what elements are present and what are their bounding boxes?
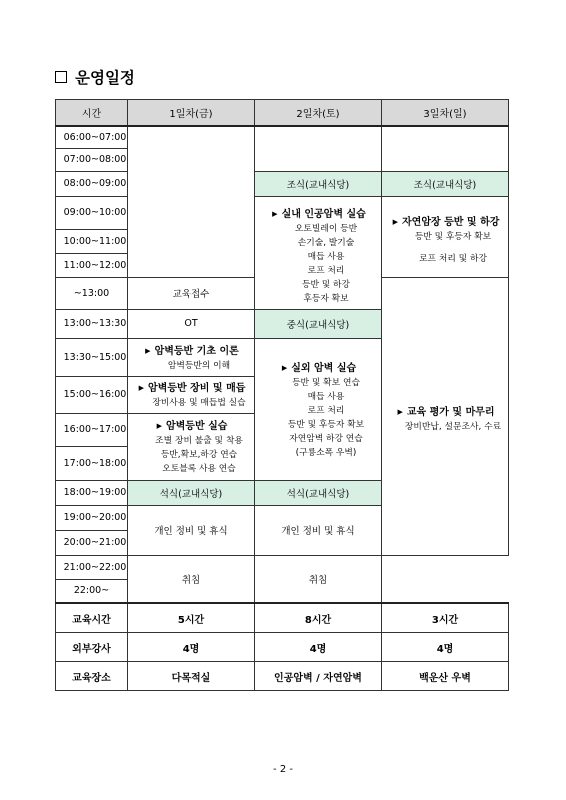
activity-detail: 조별 장비 불출 및 착용 <box>155 436 243 446</box>
time-cell: 09:00~10:00 <box>56 196 128 229</box>
activity-detail: 자연암벽 하강 연습 <box>289 433 363 444</box>
triangle-bullet-icon: ▶ <box>272 210 278 218</box>
triangle-bullet-icon: ▶ <box>145 346 151 355</box>
activity-detail: 로프 처리 <box>307 405 345 416</box>
day1-activity-practice <box>128 413 255 480</box>
triangle-bullet-icon: ▶ <box>156 422 162 430</box>
summary-row-hours <box>56 603 509 633</box>
header-day3: 3일차(일) <box>382 100 509 127</box>
activity-detail: 손기술, 발기술 <box>297 238 355 248</box>
time-cell: 10:00~11:00 <box>56 229 128 253</box>
activity-detail: 암벽등반의 이해 <box>167 360 231 371</box>
activity-detail: 후등자 확보 <box>303 294 349 304</box>
day1-rest: 개인 정비 및 휴식 <box>128 505 255 555</box>
header-time: 시간 <box>56 100 128 127</box>
section-title: 운영일정 <box>75 69 135 87</box>
activity-detail: 오토빌레이 등반 <box>294 224 358 234</box>
activity-title: 암벽등반 장비 및 매듭 <box>148 383 246 394</box>
page-number: - 2 - <box>273 764 293 775</box>
day2-dinner: 석식(교내식당) <box>255 480 382 505</box>
activity-title: 실외 암벽 실습 <box>291 362 357 374</box>
header-day2: 2일차(토) <box>255 100 382 127</box>
summary-day1: 다목적실 <box>128 662 255 691</box>
time-cell: 16:00~17:00 <box>56 413 128 446</box>
activity-detail: 장비반납, 설문조사, 수료 <box>404 422 502 432</box>
time-cell: 20:00~21:00 <box>56 530 128 555</box>
day2-sleep: 취침 <box>255 555 382 603</box>
activity-detail: 등반 및 후등자 확보 <box>287 419 365 430</box>
activity-detail: 로프 처리 및 하강 <box>419 254 487 264</box>
day3-activity-wrapup <box>382 277 509 555</box>
summary-label: 교육장소 <box>56 662 128 691</box>
activity-detail: 등반 및 확보 연습 <box>292 377 360 388</box>
time-cell: 18:00~19:00 <box>56 480 128 505</box>
table-header-row <box>56 100 509 127</box>
activity-detail: 등반 및 후등자 확보 <box>414 232 492 242</box>
section-heading <box>55 66 135 88</box>
schedule-table <box>55 99 509 691</box>
activity-detail: 로프 처리 <box>307 266 345 276</box>
triangle-bullet-icon: ▶ <box>392 218 398 226</box>
summary-label: 외부강사 <box>56 633 128 662</box>
day2-empty <box>255 126 382 171</box>
day2-activity-outdoor <box>255 338 382 480</box>
activity-detail: 오토블록 사용 연습 <box>162 464 236 474</box>
day1-ot: OT <box>128 309 255 338</box>
day1-sleep: 취침 <box>128 555 255 603</box>
activity-title: 실내 인공암벽 실습 <box>281 209 366 220</box>
day2-lunch: 중식(교내식당) <box>255 309 382 338</box>
time-cell: 06:00~07:00 <box>56 126 128 148</box>
summary-day3: 백운산 우벽 <box>382 662 509 691</box>
summary-day2: 인공암벽 / 자연암벽 <box>255 662 382 691</box>
time-cell: 07:00~08:00 <box>56 148 128 171</box>
day2-breakfast: 조식(교내식당) <box>255 171 382 196</box>
activity-detail: 등반 및 하강 <box>301 280 351 290</box>
time-cell: 21:00~22:00 <box>56 555 128 579</box>
summary-day1: 4명 <box>128 633 255 662</box>
day1-empty <box>128 126 255 277</box>
activity-title: 교육 평가 및 마무리 <box>406 407 495 418</box>
time-cell: 13:00~13:30 <box>56 309 128 338</box>
summary-row-instructors <box>56 633 509 662</box>
activity-detail: 매듭 사용 <box>307 252 345 262</box>
activity-detail: (구룡소폭 우벽) <box>295 447 357 458</box>
day3-breakfast: 조식(교내식당) <box>382 171 509 196</box>
checkbox-square-icon <box>55 71 67 83</box>
activity-detail: 등반,확보,하강 연습 <box>160 450 238 460</box>
summary-day2: 8시간 <box>255 603 382 633</box>
activity-title: 암벽등반 기초 이론 <box>154 345 239 357</box>
day1-dinner: 석식(교내식당) <box>128 480 255 505</box>
time-cell: 13:30~15:00 <box>56 338 128 376</box>
summary-row-location <box>56 662 509 691</box>
day2-rest: 개인 정비 및 휴식 <box>255 505 382 555</box>
summary-day3: 3시간 <box>382 603 509 633</box>
header-day1: 1일차(금) <box>128 100 255 127</box>
summary-day1: 5시간 <box>128 603 255 633</box>
time-cell: 22:00~ <box>56 579 128 603</box>
day1-activity-gear <box>128 376 255 413</box>
day3-empty <box>382 126 509 171</box>
day1-reception: 교육접수 <box>128 277 255 309</box>
triangle-bullet-icon: ▶ <box>281 363 288 372</box>
activity-title: 암벽등반 실습 <box>165 421 228 432</box>
activity-detail: 장비사용 및 매듭법 실습 <box>152 398 246 408</box>
triangle-bullet-icon: ▶ <box>138 384 144 392</box>
time-cell: ~13:00 <box>56 277 128 309</box>
summary-label: 교육시간 <box>56 603 128 633</box>
time-cell: 08:00~09:00 <box>56 171 128 196</box>
summary-day3: 4명 <box>382 633 509 662</box>
activity-title: 자연암장 등반 및 하강 <box>402 217 500 228</box>
time-cell: 11:00~12:00 <box>56 253 128 277</box>
time-cell: 15:00~16:00 <box>56 376 128 413</box>
day1-activity-theory <box>128 338 255 376</box>
summary-day2: 4명 <box>255 633 382 662</box>
day2-activity-indoor <box>255 196 382 309</box>
activity-detail: 매듭 사용 <box>307 391 345 402</box>
triangle-bullet-icon: ▶ <box>397 408 403 416</box>
time-cell: 17:00~18:00 <box>56 446 128 480</box>
day3-activity-climb <box>382 196 509 277</box>
time-cell: 19:00~20:00 <box>56 505 128 530</box>
